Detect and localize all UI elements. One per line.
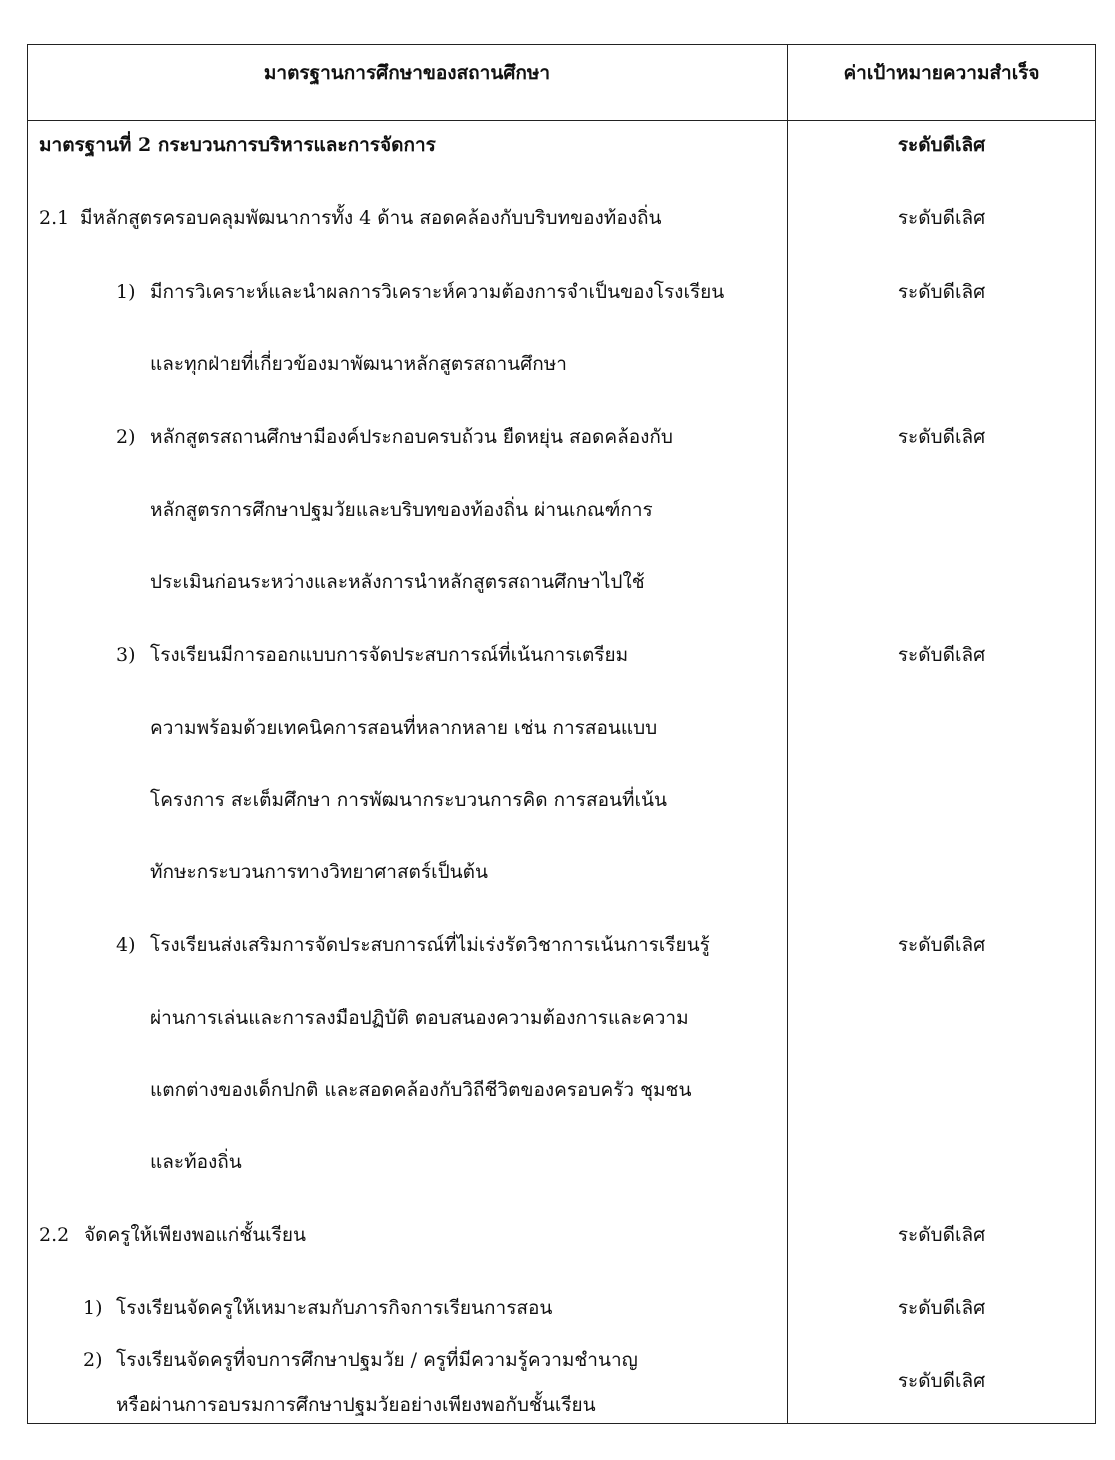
item-line: โรงเรียนมีการออกแบบการจัดประสบการณ์ที่เน้นการเตรียม	[150, 644, 629, 666]
indicator-target: ระดับดีเลิศ	[897, 207, 986, 229]
standard-target: ระดับดีเลิศ	[897, 134, 986, 156]
item-line: โรงเรียนส่งเสริมการจัดประสบการณ์ที่ไม่เร่งรัดวิชาการเน้นการเรียนรู้	[150, 934, 710, 956]
item-line: โครงการ สะเต็มศึกษา การพัฒนากระบวนการคิด การสอนที่เน้น	[150, 789, 667, 811]
indicator-number: 2.1	[39, 207, 70, 229]
item-number: 2)	[83, 1349, 103, 1371]
header-standards: มาตรฐานการศึกษาของสถานศึกษา	[263, 62, 551, 84]
standard-title: มาตรฐานที่ 2 กระบวนการบริหารและการจัดการ	[39, 134, 436, 156]
item-number: 2)	[116, 426, 136, 448]
item-target: ระดับดีเลิศ	[897, 644, 986, 666]
indicator-target: ระดับดีเลิศ	[897, 1224, 986, 1246]
item-target: ระดับดีเลิศ	[897, 426, 986, 448]
item-number: 1)	[116, 281, 136, 303]
item-line: และท้องถิ่น	[150, 1151, 242, 1173]
item-line: หรือผ่านการอบรมการศึกษาปฐมวัยอย่างเพียงพอกับชั้นเรียน	[116, 1394, 596, 1416]
indicator-number: 2.2	[39, 1224, 70, 1246]
item-target: ระดับดีเลิศ	[897, 1297, 986, 1319]
item-line: ทักษะกระบวนการทางวิทยาศาสตร์เป็นต้น	[150, 861, 488, 883]
item-number: 1)	[83, 1297, 103, 1319]
item-line: ผ่านการเล่นและการลงมือปฏิบัติ ตอบสนองความต้องการและความ	[150, 1007, 689, 1029]
item-line: หลักสูตรการศึกษาปฐมวัยและบริบทของท้องถิ่น ผ่านเกณฑ์การ	[150, 499, 653, 521]
item-number: 3)	[116, 644, 136, 666]
column-divider	[787, 44, 788, 1424]
item-line: ประเมินก่อนระหว่างและหลังการนำหลักสูตรสถานศึกษาไปใช้	[150, 571, 645, 593]
header-target: ค่าเป้าหมายความสำเร็จ	[843, 62, 1040, 84]
item-line: และทุกฝ่ายที่เกี่ยวข้องมาพัฒนาหลักสูตรสถานศึกษา	[150, 353, 567, 375]
item-line: โรงเรียนจัดครูที่จบการศึกษาปฐมวัย / ครูที่มีความรู้ความชำนาญ	[116, 1349, 638, 1371]
item-line: โรงเรียนจัดครูให้เหมาะสมกับภารกิจการเรียนการสอน	[116, 1297, 553, 1319]
item-number: 4)	[116, 934, 136, 956]
item-target: ระดับดีเลิศ	[897, 934, 986, 956]
item-line: ความพร้อมด้วยเทคนิคการสอนที่หลากหลาย เช่น การสอนแบบ	[150, 717, 658, 739]
indicator-text: จัดครูให้เพียงพอแก่ชั้นเรียน	[84, 1224, 307, 1246]
indicator-text: มีหลักสูตรครอบคลุมพัฒนาการทั้ง 4 ด้าน สอดคล้องกับบริบทของท้องถิ่น	[80, 207, 662, 229]
item-line: มีการวิเคราะห์และนำผลการวิเคราะห์ความต้องการจำเป็นของโรงเรียน	[150, 281, 725, 303]
header-divider	[27, 120, 1096, 121]
item-line: แตกต่างของเด็กปกติ และสอดคล้องกับวิถีชีวิตของครอบครัว ชุมชน	[150, 1079, 692, 1101]
item-target: ระดับดีเลิศ	[897, 281, 986, 303]
item-line: หลักสูตรสถานศึกษามีองค์ประกอบครบถ้วน ยืดหยุ่น สอดคล้องกับ	[150, 426, 673, 448]
item-target: ระดับดีเลิศ	[897, 1370, 986, 1392]
